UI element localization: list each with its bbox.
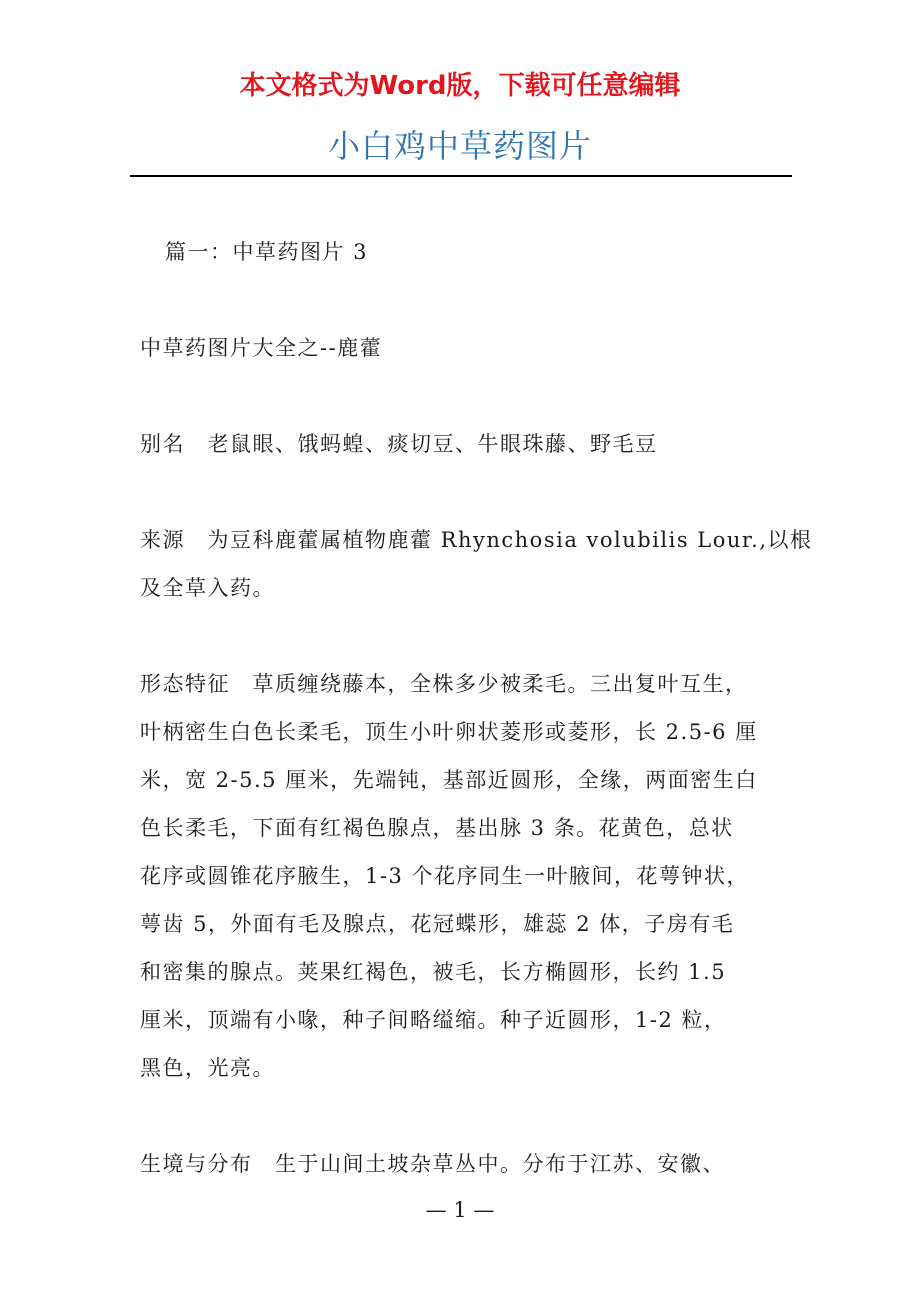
paragraph-gap xyxy=(140,468,790,516)
source-line: 来源 为豆科鹿藿属植物鹿藿 Rhynchosia volubilis Lour.,以根 xyxy=(140,528,813,552)
paragraph-gap xyxy=(140,612,790,660)
title-divider xyxy=(130,175,792,177)
paragraph-gap xyxy=(140,1092,790,1140)
morphology-line: 和密集的腺点。荚果红褐色，被毛，长方椭圆形，长约 1.5 xyxy=(140,960,727,984)
morphology-line: 花序或圆锥花序腋生，1-3 个花序同生一叶腋间，花萼钟状， xyxy=(140,864,749,888)
morphology-line: 米，宽 2-5.5 厘米，先端钝，基部近圆形，全缘，两面密生白 xyxy=(140,768,758,792)
alias-line: 别名 老鼠眼、饿蚂蝗、痰切豆、牛眼珠藤、野毛豆 xyxy=(140,432,658,456)
morphology-line: 黑色，光亮。 xyxy=(140,1056,275,1080)
morphology-line: 厘米，顶端有小喙，种子间略缢缩。种子近圆形，1-2 粒， xyxy=(140,1008,727,1032)
morphology-line: 色长柔毛，下面有红褐色腺点，基出脉 3 条。花黄色，总状 xyxy=(140,816,734,840)
section-heading: 篇一：中草药图片 3 xyxy=(165,240,369,264)
download-banner: 本文格式为Word版，下载可任意编辑 xyxy=(239,71,681,101)
document-title: 小白鸡中草药图片 xyxy=(327,127,592,165)
source-line: 及全草入药。 xyxy=(140,576,275,600)
page-number: — 1 — xyxy=(425,1198,495,1222)
paragraph-gap xyxy=(140,276,790,324)
morphology-line: 叶柄密生白色长柔毛，顶生小叶卵状菱形或菱形，长 2.5-6 厘 xyxy=(140,720,758,744)
paragraph-gap xyxy=(140,372,790,420)
document-body xyxy=(140,228,813,1188)
morphology-line: 形态特征 草质缠绕藤本，全株多少被柔毛。三出复叶互生， xyxy=(140,672,748,696)
subheading: 中草药图片大全之--鹿藿 xyxy=(140,336,383,360)
habitat-line: 生境与分布 生于山间土坡杂草丛中。分布于江苏、安徽、 xyxy=(140,1152,725,1176)
morphology-line: 萼齿 5，外面有毛及腺点，花冠蝶形，雄蕊 2 体，子房有毛 xyxy=(140,912,735,936)
